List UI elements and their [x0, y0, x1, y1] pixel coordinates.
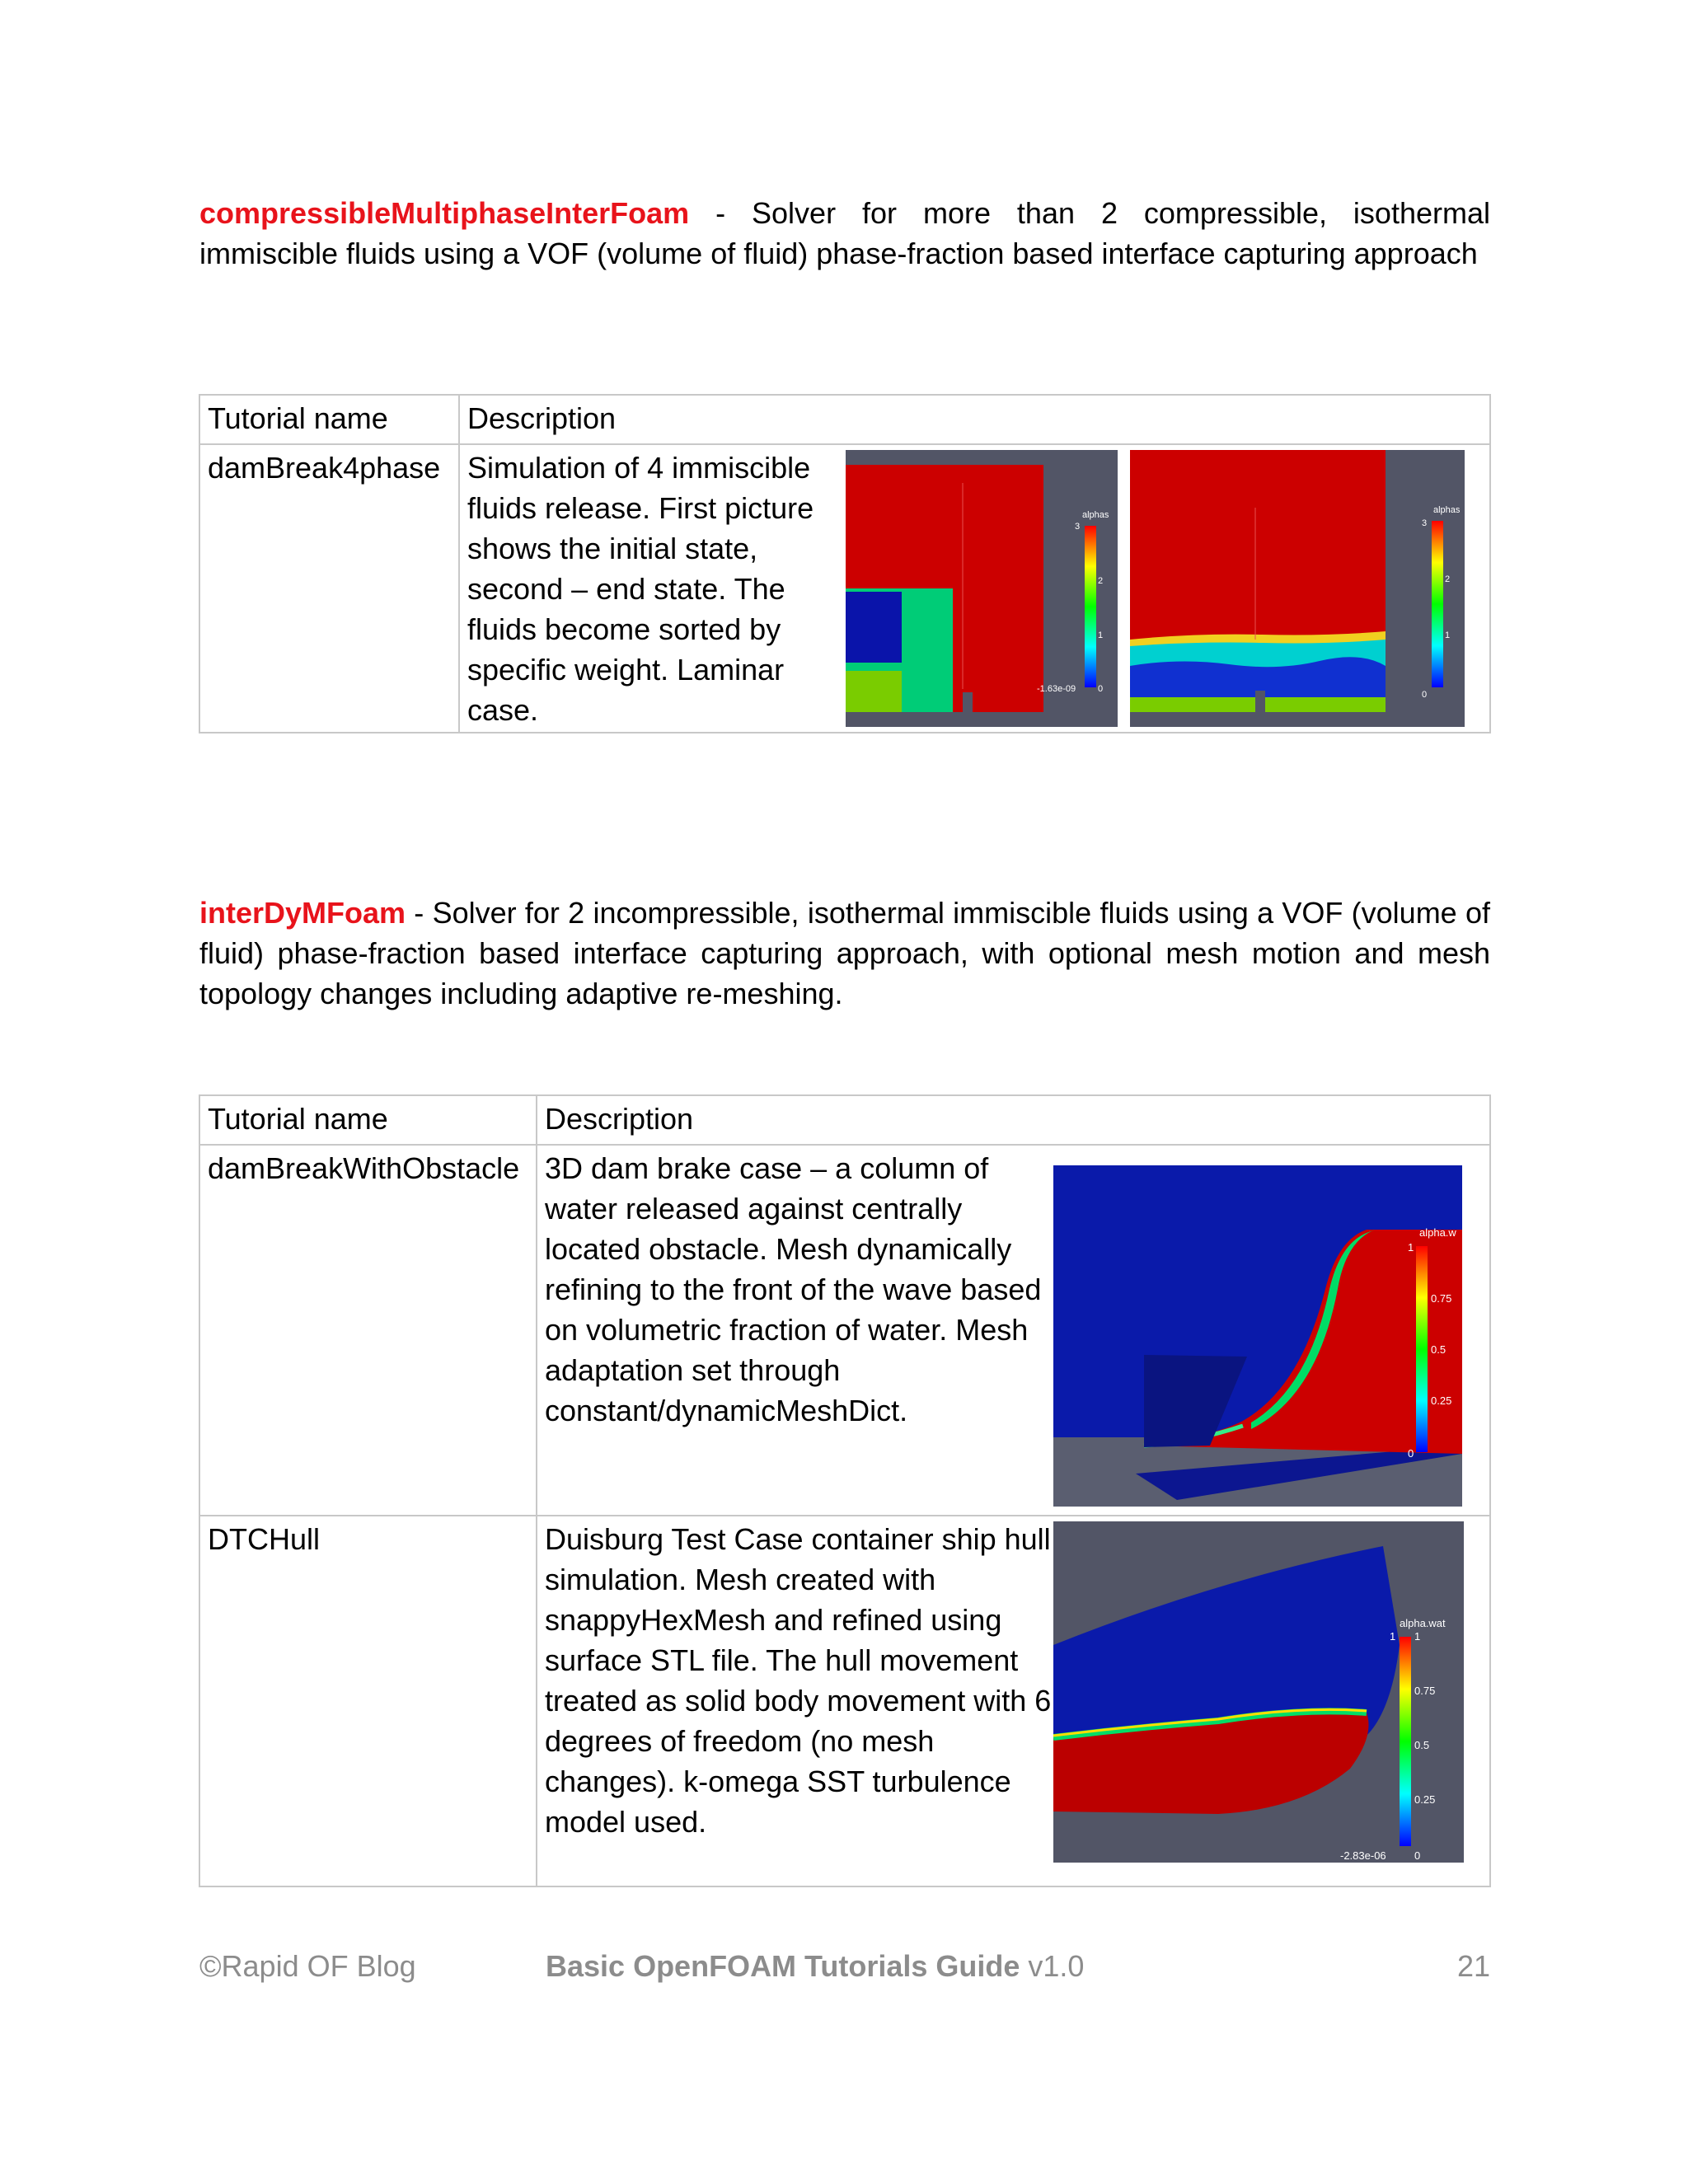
tutorial-table-2: [199, 1094, 1491, 1887]
tutorial-description-cell: [459, 444, 1490, 733]
legend-tick: 1: [1098, 630, 1104, 640]
legend-title: alpha.w: [1419, 1226, 1456, 1239]
legend-tick: 0.25: [1431, 1394, 1452, 1407]
legend-tick: 2: [1445, 574, 1451, 584]
legend-tick: 0: [1422, 690, 1428, 700]
tutorial-name: damBreakWithObstacle: [199, 1145, 537, 1516]
legend-tick: 0.5: [1431, 1343, 1447, 1356]
legend-tick: 2: [1098, 576, 1104, 586]
tutorial-name: DTCHull: [199, 1516, 537, 1886]
tutorial-description: Duisburg Test Case container ship hull simulation. Mesh created with snappyHexMesh and refined using surface STL file. The hull movement treated as solid body movement with 6 degrees of freedom (no mesh changes). k-omega SST turbulence model used.: [545, 1522, 1052, 1839]
solver-text: - Solver for more than 2 compressible, isothermal immiscible fluids using a VOF (volume of fluid) phase-fraction based interface capturing approach: [199, 196, 1490, 270]
table-header-row: [199, 1095, 1490, 1145]
tutorial-description-cell: [537, 1516, 1490, 1886]
tutorial-name: damBreak4phase: [199, 444, 459, 733]
legend-title: alphas: [1082, 510, 1109, 520]
legend-title: alphas: [1433, 505, 1461, 515]
legend-tick: -1.63e-09: [1037, 684, 1076, 694]
legend-tick: 1: [1414, 1630, 1421, 1643]
table-header-row: [199, 395, 1490, 444]
header-description: Description: [459, 395, 1490, 444]
solver-name: interDyMFoam: [199, 896, 406, 930]
legend-title: alpha.wat: [1400, 1617, 1446, 1629]
tutorial-description-cell: [537, 1145, 1490, 1516]
legend-tick: 0: [1408, 1447, 1414, 1460]
footer-guide-title: Basic OpenFOAM Tutorials Guide: [546, 1949, 1020, 1983]
legend-tick: 1: [1445, 630, 1451, 640]
tutorial-description: 3D dam brake case – a column of water released against centrally located obstacle. Mesh dynamically refining to the front of the wave based on volumetric fraction of water. Mesh adaptation set through constant/dynamicMeshDict.: [545, 1151, 1042, 1427]
table-row: [199, 444, 1490, 733]
legend-tick: 1: [1390, 1630, 1396, 1643]
page-number: 21: [1456, 1949, 1490, 1983]
solver-description-interdymfoam: [199, 893, 1490, 1014]
simulation-image-dambreak-obstacle: [1053, 1165, 1462, 1507]
legend-tick: 0: [1098, 684, 1104, 694]
legend-tick: 0.75: [1414, 1685, 1436, 1697]
simulation-image-dtchull: [1053, 1521, 1464, 1863]
header-tutorial-name: Tutorial name: [199, 1095, 537, 1145]
header-description: Description: [537, 1095, 1490, 1145]
footer-copyright: ©Rapid OF Blog: [199, 1949, 416, 1983]
table-row: [199, 1145, 1490, 1516]
simulation-image-initial-state: [846, 450, 1118, 727]
solver-text: - Solver for 2 incompressible, isothermal immiscible fluids using a VOF (volume of fluid) phase-fraction based interface capturing approach, with optional mesh motion and mesh topology changes including adaptive re-meshing.: [199, 896, 1490, 1010]
legend-tick: 1: [1408, 1241, 1414, 1254]
legend-tick: -2.83e-06: [1340, 1849, 1386, 1862]
footer-title: [546, 1948, 1084, 1985]
simulation-image-end-state: [1130, 450, 1465, 727]
tutorial-table-1: [199, 394, 1491, 733]
legend-tick: 0.75: [1431, 1292, 1452, 1305]
footer-version: v1.0: [1020, 1949, 1085, 1983]
legend-tick: 0.5: [1414, 1739, 1430, 1751]
tutorial-description: Simulation of 4 immiscible fluids release. First picture shows the initial state, second – end state. The fluids become sorted by specific weight. Laminar case.: [467, 451, 814, 727]
legend-tick: 0.25: [1414, 1793, 1436, 1806]
legend-tick: 0: [1414, 1849, 1421, 1862]
table-row: [199, 1516, 1490, 1886]
legend-tick: 3: [1422, 518, 1428, 528]
header-tutorial-name: Tutorial name: [199, 395, 459, 444]
legend-tick: 3: [1075, 522, 1081, 532]
solver-name: compressibleMultiphaseInterFoam: [199, 196, 690, 230]
solver-description-compressible: [199, 193, 1490, 274]
